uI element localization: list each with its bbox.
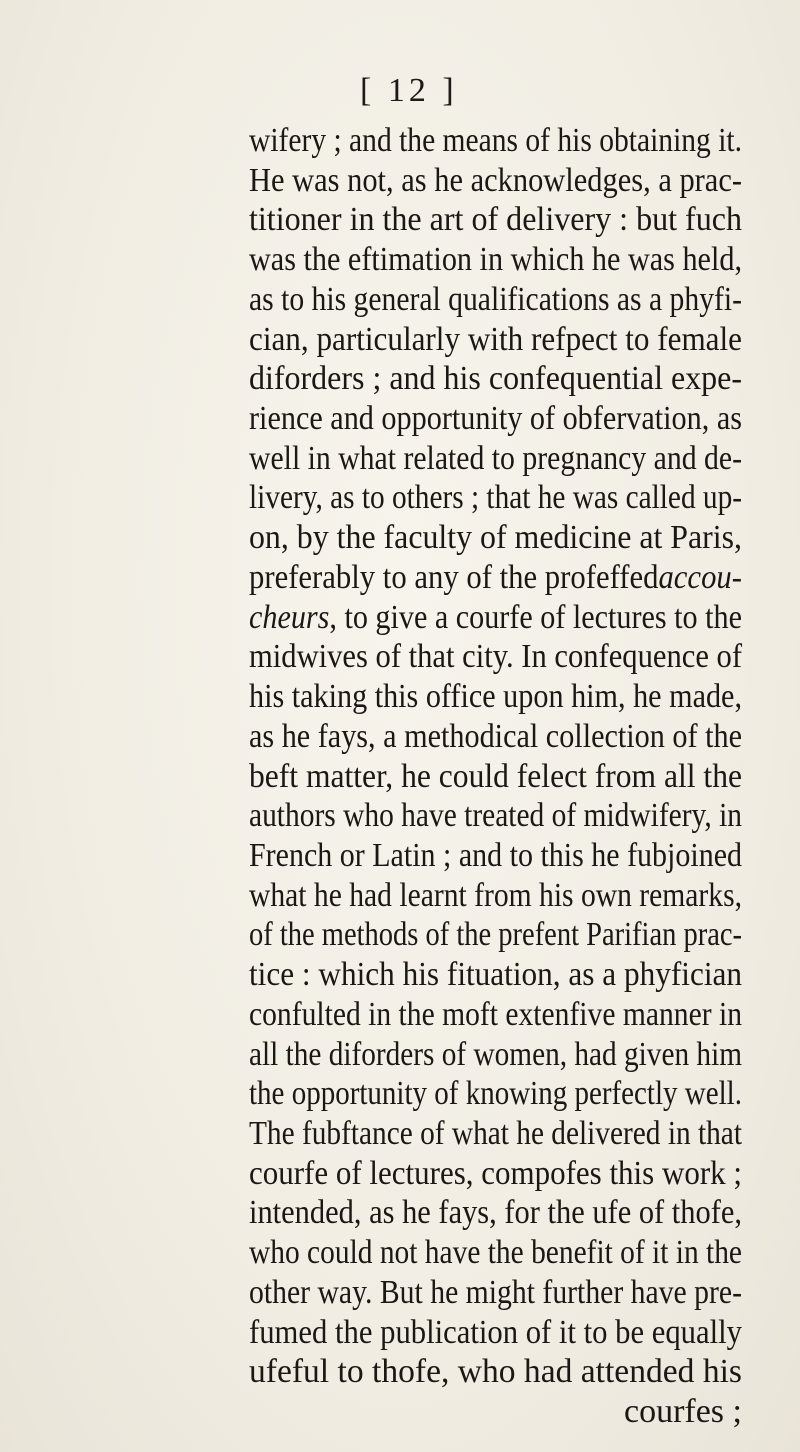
text-segment: , to give a courfe of lectures to the: [329, 599, 742, 636]
text-line: all the diforders of women, had given him: [249, 1036, 742, 1073]
text-line: what he had learnt from his own remarks,: [249, 877, 742, 914]
text-line: authors who have treated of midwifery, in: [249, 797, 742, 834]
text-line: ufeful to thofe, who had attended his: [249, 1353, 742, 1390]
text-line: tice : which his fituation, as a phyfician: [249, 956, 742, 993]
italic-word: accou-: [658, 559, 742, 596]
text-line: courfe of lectures, compofes this work ;: [249, 1155, 742, 1192]
text-line: intended, as he fays, for the ufe of thofe,: [249, 1194, 742, 1231]
text-line: fumed the publication of it to be equally: [249, 1314, 742, 1351]
text-line: well in what related to pregnancy and de-: [249, 440, 742, 477]
text-line: was the eftimation in which he was held,: [249, 241, 742, 278]
italic-word: cheurs: [249, 599, 330, 636]
text-line: livery, as to others ; that he was called up-: [249, 479, 742, 516]
page-number: [ 12 ]: [360, 72, 458, 109]
text-line: other way. But he might further have pre-: [249, 1274, 742, 1311]
text-line: who could not have the benefit of it in the: [249, 1234, 742, 1271]
text-line: French or Latin ; and to this he fubjoined: [249, 837, 742, 874]
text-line: of the methods of the prefent Parifian prac-: [249, 916, 742, 953]
text-line: as he fays, a methodical collection of the: [249, 718, 742, 755]
text-line: on, by the faculty of medicine at Paris,: [249, 519, 742, 556]
text-line: He was not, as he acknowledges, a prac-: [249, 162, 742, 199]
text-line: cian, particularly with refpect to female: [249, 321, 742, 358]
text-line: his taking this office upon him, he made,: [249, 678, 742, 715]
text-line: confulted in the moft extenfive manner in: [249, 996, 742, 1033]
text-line: wifery ; and the means of his obtaining it.: [249, 122, 742, 159]
text-line: The fubftance of what he delivered in that: [249, 1115, 742, 1152]
catchword: courfes ;: [623, 1393, 742, 1430]
text-line: beft matter, he could felect from all the: [249, 758, 742, 795]
text-line: diforders ; and his confequential expe-: [249, 360, 742, 397]
text-line: the opportunity of knowing perfectly well.: [249, 1075, 742, 1112]
text-segment: preferably to any of the profeffed: [249, 559, 659, 596]
text-line: titioner in the art of delivery : but fuch: [249, 201, 742, 238]
text-line: midwives of that city. In confequence of: [249, 638, 742, 675]
text-line: rience and opportunity of obfervation, as: [249, 400, 742, 437]
text-line: as to his general qualifications as a phyfi-: [249, 281, 742, 318]
